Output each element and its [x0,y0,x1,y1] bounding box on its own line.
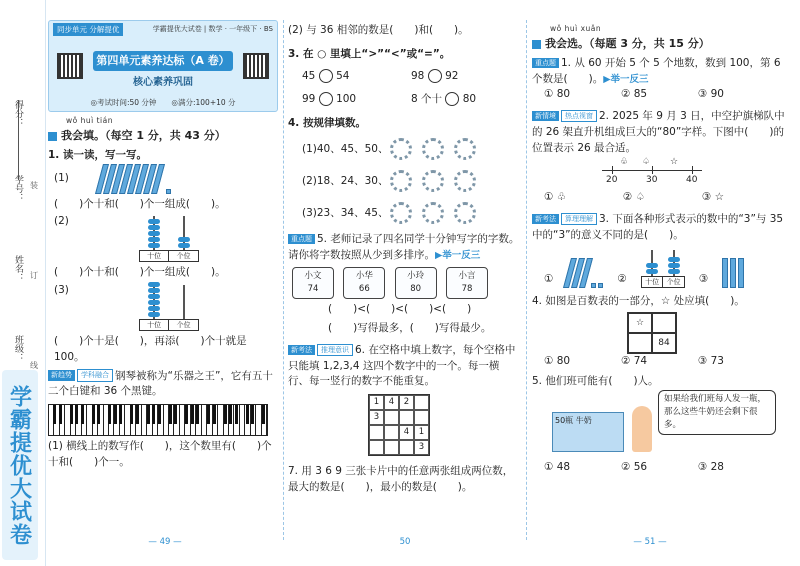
brand-logo: 学霸提优大试卷 [2,370,38,560]
piano-keyboard-image [48,404,268,436]
key-question-tag: 重点题 [288,234,315,245]
page-49 [48,20,278,471]
question-6: 6. 在空格中填上数字，每个空格中只能填 1,2,3,4 这四个数字中的一个。每一横行、每一竖行的数字不能重复。 [288,343,516,388]
black-key [59,405,62,424]
student-card: 小玲 80 [395,267,437,299]
cut-mark: 装 [30,181,38,190]
black-key [262,405,265,424]
black-key [70,405,73,424]
black-key [246,405,249,424]
section-pinyin: wǒ huì tián [66,116,113,125]
exam-meta: ◎考试时间:50 分钟 ◎满分:100+10 分 [90,98,236,107]
question-4: 4. 如图是百数表的一部分，☆ 处应填( )。 [532,294,745,307]
ten-place-label: 十位 [140,320,170,330]
speech-bubble: 如果给我们班每人发一瓶，那么这些牛奶还会剩下很多。 [658,390,776,435]
page-number: — 49 — [148,537,182,547]
black-key [169,405,172,424]
black-key [119,405,122,424]
sub-question-label: (3) [54,284,69,296]
name-label: 姓名： [13,255,23,282]
cut-mark: 线 [30,361,38,370]
page-divider [526,20,527,540]
page-number: — 51 — [633,537,667,547]
reasoning-tag: 推理意识 [317,344,353,357]
ten-rods-image [99,164,171,194]
test-title: 第四单元素养达标（A 卷） [93,51,233,71]
student-card: 小言 78 [446,267,488,299]
sub-question-label: (2) [54,215,69,228]
answer-line[interactable]: (1) 横线上的数写作( )，这个数里有( )个十和( )个一。 [48,440,272,468]
pattern-row[interactable]: (3)23、34、45、 [302,202,520,224]
answer-line[interactable]: ( )个十和( )个一组成( )。 [54,266,226,279]
section-square-icon [532,40,541,49]
section-pinyin: wǒ huì xuǎn [550,24,602,33]
black-key [191,405,194,424]
black-key [235,405,238,424]
question-5: 5. 老师记录了四名同学十分钟写字的字数。请你将字数按照从少到多排序。 [288,232,520,261]
spade-icon: ♤ [642,157,651,168]
one-place-label: 个位 [176,252,191,261]
ten-rods-image [567,258,603,288]
compare-item[interactable]: 99 100 [302,93,357,106]
black-key [108,405,111,424]
hot-topic-tag: 热点视窗 [561,110,597,123]
score-label: 得分： [13,100,23,127]
question-2: 钢琴被称为“乐器之王”，它有五十二个白键和 36 个黑键。 [48,369,273,398]
milk-illustration [532,390,794,460]
club-icon: ♧ [620,157,629,168]
answer-line[interactable]: ( )个十和( )个一组成( )。 [54,197,226,210]
new-method-tag: 新考法 [532,214,559,225]
binding-spine [0,0,46,566]
test-subtitle: 核心素养巩固 [133,77,193,88]
options[interactable]: ① ♧ ② ♤ ③ ☆ [544,191,724,204]
black-key [75,405,78,424]
black-key [207,405,210,424]
star-icon: ☆ [670,157,679,168]
question-1: 1. 读一读，写一写。 [48,148,147,161]
reasoning-tag: 算理理解 [561,213,597,226]
question-3: 3. 在 ○ 里填上“>”“<”或“=”。 [288,47,451,60]
black-key [152,405,155,424]
black-key [97,405,100,424]
cut-mark: 订 [30,271,38,280]
section-heading [532,36,794,53]
abacus-image [139,283,199,331]
order-answer[interactable]: ( )<( )<( )<( ) [328,303,472,316]
question-4: 4. 按规律填数。 [288,117,366,129]
subject-tag: 学科融合 [77,369,113,382]
question-2-2[interactable]: (2) 与 36 相邻的数是( )和( )。 [288,24,469,36]
sub-question-label: (1) [54,171,69,184]
black-key [224,405,227,424]
answer-line[interactable]: ( )个十是( )，再添( )个十就是 100。 [54,335,247,363]
practice-more-link[interactable]: ▶举一反三 [603,73,649,85]
page-51 [532,20,794,476]
ten-place-label: 十位 [140,251,170,261]
number-line: ♧ ♤ ☆ 20 30 40 [602,156,702,190]
black-key [174,405,177,424]
section-heading [48,128,278,145]
most-least-answer[interactable]: ( )写得最多，( )写得最少。 [328,322,492,334]
black-key [136,405,139,424]
section-title: 我会选。（每题 3 分，共 15 分） [545,37,710,51]
black-key [81,405,84,424]
black-key [229,405,232,424]
unit-tag: 同步单元 分解提优 [53,23,123,36]
section-title: 我会填。（每空 1 分，共 43 分） [61,129,226,143]
black-key [158,405,161,424]
black-key [130,405,133,424]
options[interactable]: ① ② 十位 个位 ③ [544,248,794,288]
question-2: 2. 2025 年 9 月 3 日，中空护旗梯队中的 26 架直升机组成巨大的“80”字样。下图中( )的位置表示 26 最合适。 [532,110,785,154]
black-key [196,405,199,424]
score-cards [292,267,520,299]
student-card: 小文 74 [292,267,334,299]
new-context-tag: 新情境 [532,111,559,122]
milk-box: 50瓶 牛奶 [552,412,624,452]
page-divider [283,20,284,540]
abacus-image [139,214,199,262]
sudoku-grid[interactable]: 1 4 2 3 4 1 3 [368,394,430,456]
page-number: 50 [399,537,411,547]
compare-item[interactable]: 98 92 [411,69,459,82]
pattern-row[interactable]: (1)40、45、50、 [302,138,520,160]
question-5: 5. 他们班可能有( )人。 [532,375,659,387]
black-key [147,405,150,424]
class-label: 班级： [13,335,23,362]
black-key [213,405,216,424]
practice-more-link[interactable]: ▶举一反三 [435,249,481,261]
black-key [53,405,56,424]
boy-figure [632,406,652,452]
question-7[interactable]: 7. 用 3 6 9 三张卡片中的任意两张组成两位数，最大的数是( )，最小的数是( )。 [288,465,514,493]
hundred-chart: ☆ 84 [627,312,677,354]
options[interactable]: ① 80 ② 85 ③ 90 [544,88,724,101]
new-trend-tag: 新趋势 [48,370,75,381]
black-key [185,405,188,424]
test-header [48,20,278,112]
new-method-tag: 新考法 [288,345,315,356]
black-key [114,405,117,424]
black-key [251,405,254,424]
student-card: 小华 66 [343,267,385,299]
page-50 [288,20,520,496]
compare-item[interactable]: 8 个十 80 [411,93,477,106]
student-id-label: 学号： [13,175,23,202]
book-subtitle: 学霸提优大试卷 | 数学 · 一年级下 · BS [152,25,273,33]
compare-item[interactable]: 45 54 [302,69,350,82]
key-question-tag: 重点题 [532,58,559,69]
options[interactable]: ① 48 ② 56 ③ 28 [544,460,724,473]
question-1: 1. 从 60 开始 5 个 5 个地数，数到 100，第 6 个数是( )。 [532,56,781,85]
one-place-label: 个位 [176,321,191,329]
section-square-icon [48,132,57,141]
ten-rods-image [722,258,744,288]
pattern-row[interactable]: (2)18、24、30、 [302,170,520,192]
black-key [92,405,95,424]
question-3: 3. 下面各种形式表示的数中的“3”与 35 中的“3”的意义不同的是( )。 [532,213,784,241]
abacus-image: 十位 个位 [641,248,685,288]
options[interactable]: ① 80 ② 74 ③ 73 [544,355,724,368]
